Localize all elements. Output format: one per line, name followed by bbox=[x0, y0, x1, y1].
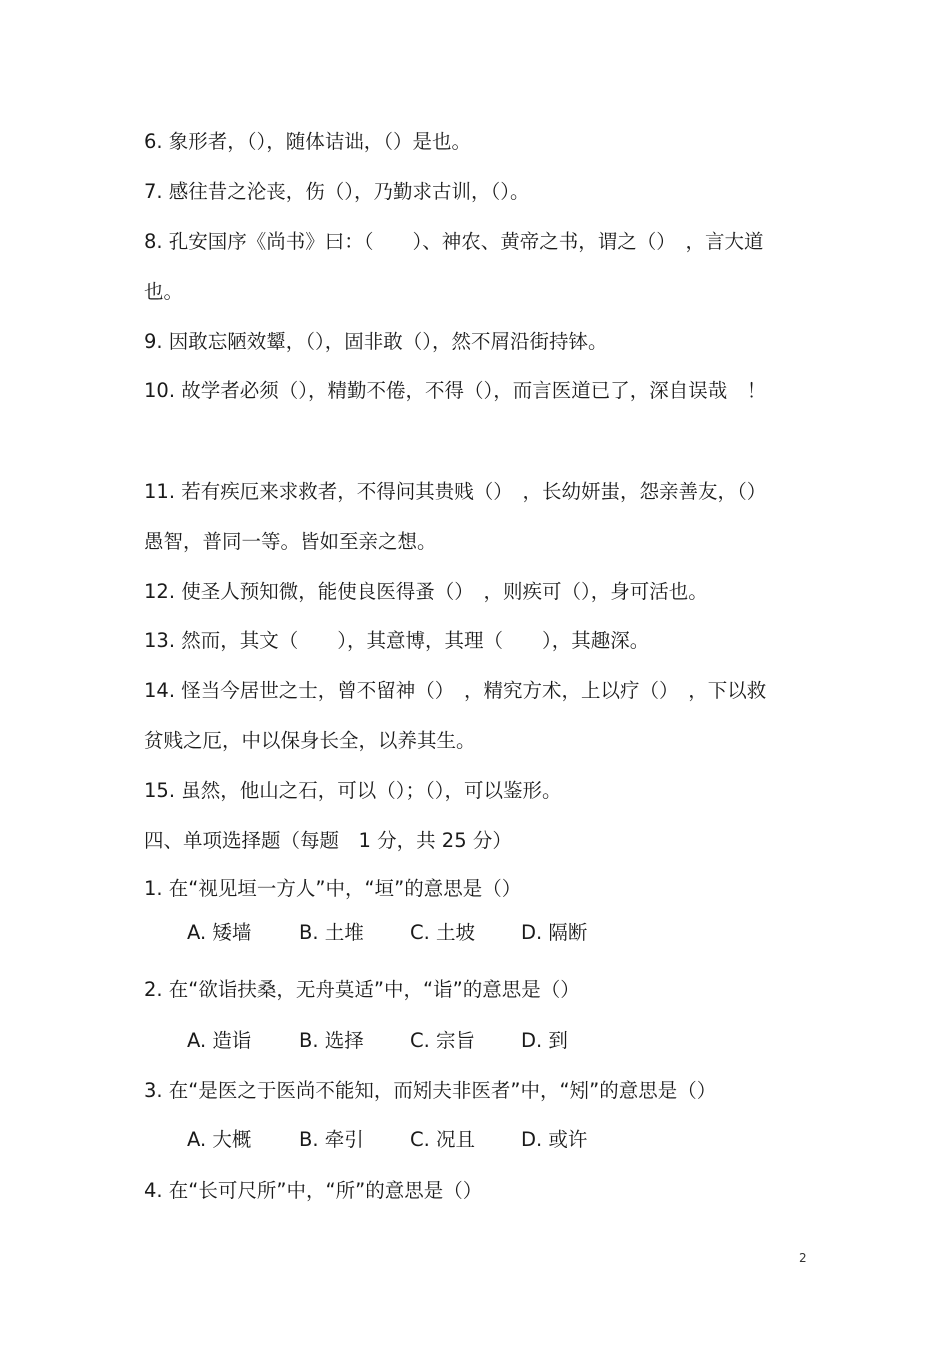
fill-in-line-10: 10. 故学者必须（），精勤不倦，不得（），而言医道已了，深自误哉 ！ bbox=[144, 379, 767, 402]
option-1d: D. 隔断 bbox=[521, 921, 588, 944]
option-1c: C. 土坡 bbox=[410, 921, 476, 944]
question-stem-2: 2. 在“欲诣扶桑，无舟莫适”中，“诣”的意思是（） bbox=[144, 978, 580, 1001]
fill-in-line-12: 12. 使圣人预知微，能使良医得蚤（） ，则疾可（），身可活也。 bbox=[144, 580, 708, 603]
page-number: 2 bbox=[799, 1251, 807, 1265]
fill-in-line-13: 13. 然而，其文（ ），其意博，其理（ ），其趣深。 bbox=[144, 629, 650, 652]
fill-in-line-6: 6. 象形者，（），随体诘诎，（）是也。 bbox=[144, 130, 472, 153]
option-3a: A. 大概 bbox=[187, 1128, 252, 1151]
option-2b: B. 选择 bbox=[299, 1029, 364, 1052]
fill-in-line-14: 14. 怪当今居世之士，曾不留神（） ，精究方术，上以疗（） ，下以救 bbox=[144, 679, 767, 702]
question-stem-4: 4. 在“长可尺所”中，“所”的意思是（） bbox=[144, 1179, 483, 1202]
option-3b: B. 牵引 bbox=[299, 1128, 364, 1151]
question-stem-3: 3. 在“是医之于医尚不能知，而矧夫非医者”中，“矧”的意思是（） bbox=[144, 1079, 717, 1102]
option-3d: D. 或许 bbox=[521, 1128, 588, 1151]
fill-in-line-11: 11. 若有疾厄来求救者，不得问其贵贱（） ，长幼妍蚩，怨亲善友，（） bbox=[144, 480, 767, 503]
fill-in-line-15: 15. 虽然，他山之石，可以（）；（），可以鉴形。 bbox=[144, 779, 562, 802]
fill-in-line-11-cont: 愚智，普同一等。皆如至亲之想。 bbox=[144, 530, 437, 553]
question-stem-1: 1. 在“视见垣一方人”中，“垣”的意思是（） bbox=[144, 877, 522, 900]
option-1b: B. 土堆 bbox=[299, 921, 364, 944]
option-1a: A. 矮墙 bbox=[187, 921, 252, 944]
fill-in-line-7: 7. 感往昔之沦丧，伤（），乃勤求古训，（）。 bbox=[144, 180, 530, 203]
fill-in-line-8: 8. 孔安国序《尚书》曰：（ ）、神农、黄帝之书，谓之（） ，言大道 bbox=[144, 230, 764, 253]
fill-in-line-14-cont: 贫贱之厄，中以保身长全，以养其生。 bbox=[144, 729, 476, 752]
option-2d: D. 到 bbox=[521, 1029, 568, 1052]
option-2c: C. 宗旨 bbox=[410, 1029, 476, 1052]
fill-in-line-9: 9. 因敢忘陋效颦，（），固非敢（），然不屑沿街持钵。 bbox=[144, 330, 608, 353]
fill-in-line-8-cont: 也。 bbox=[144, 280, 184, 303]
section-title: 四、单项选择题（每题 1 分，共 25 分） bbox=[144, 829, 512, 852]
option-3c: C. 况且 bbox=[410, 1128, 476, 1151]
option-2a: A. 造诣 bbox=[187, 1029, 252, 1052]
